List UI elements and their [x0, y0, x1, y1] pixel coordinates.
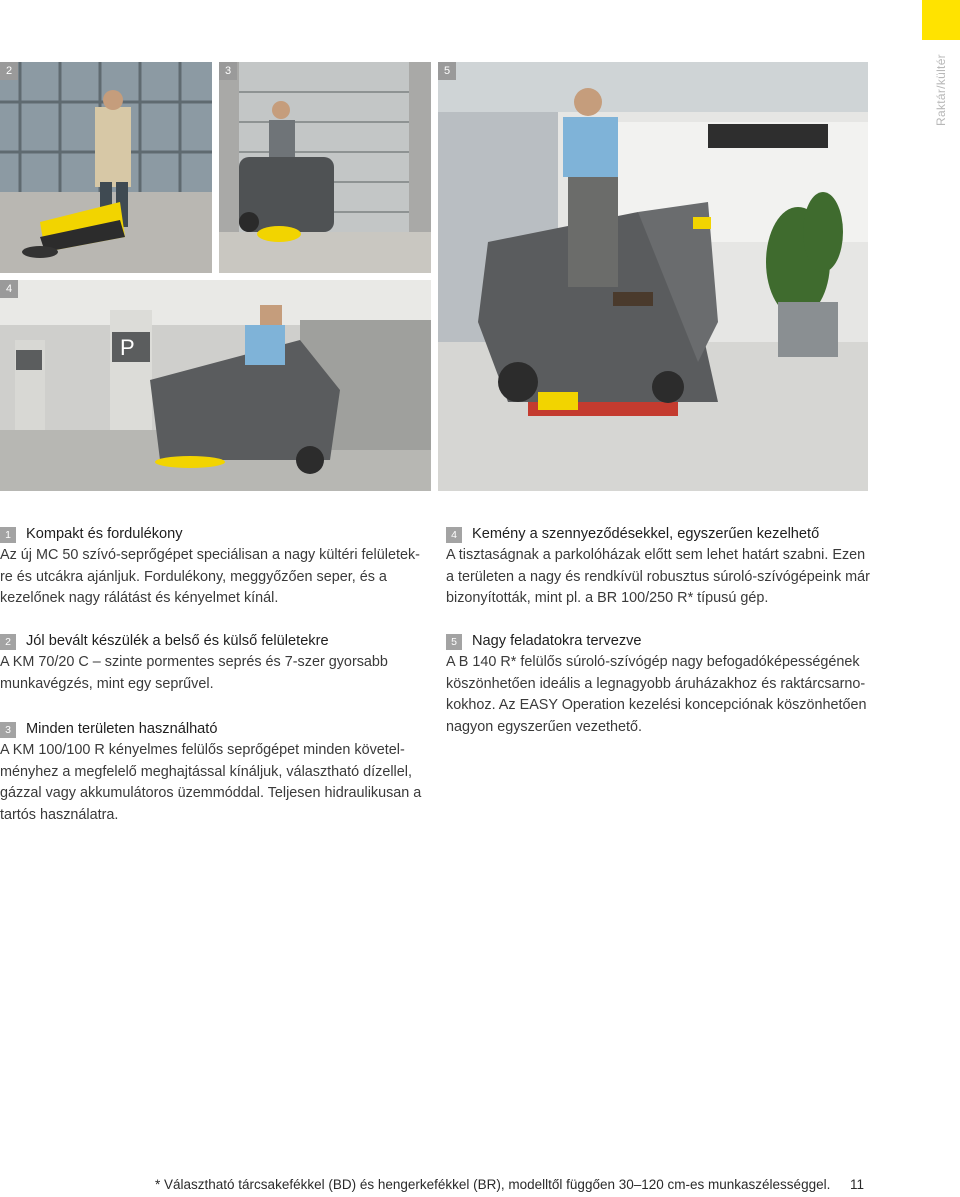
body-line: munkavégzés, mint egy seprűvel. [0, 675, 214, 692]
photo-2-sweeper-outdoor [0, 62, 212, 273]
photo-badge: 4 [0, 280, 18, 298]
section-number-badge: 4 [446, 527, 462, 543]
body-line: A tisztaságnak a parkolóházak előtt sem lehet határt szabni. Ezen [446, 547, 866, 564]
section-2-heading [0, 631, 430, 652]
photo-badge: 5 [438, 62, 456, 80]
body-line: köszönhetően ideális a legnagyobb áruházakhoz és raktárcsarno- [446, 675, 866, 692]
body-line: bizonyították, mint pl. a BR 100/250 R* típusú gép. [446, 590, 769, 607]
body-line: ményhez a megfelelő meghajtással kínáljuk, választható dízellel, [0, 763, 412, 780]
section-title: Nagy feladatokra tervezve [472, 633, 642, 649]
body-line: A KM 100/100 R kényelmes felülős seprőgépet minden követel- [0, 742, 405, 759]
section-number-badge: 1 [0, 527, 16, 543]
body-line: nagyon egyszerűen vezethető. [446, 718, 643, 735]
section-3 [0, 719, 430, 826]
section-1 [0, 524, 430, 610]
body-line: kezelőnek nagy rálátást és kényelmet kínál. [0, 590, 279, 607]
section-number-badge: 5 [446, 634, 462, 650]
photo-3-ride-on-sweeper [219, 62, 431, 273]
body-line: gázzal vagy akkumulátoros üzemmóddal. Teljesen hidraulikusan a [0, 785, 422, 802]
section-5-heading [446, 631, 876, 652]
section-title: Minden területen használható [26, 721, 218, 737]
side-tab-color-block [922, 0, 960, 40]
photo-badge: 3 [219, 62, 237, 80]
section-number-badge: 2 [0, 634, 16, 650]
body-line: A KM 70/20 C – szinte pormentes seprés és 7-szer gyorsabb [0, 654, 388, 671]
footnote: * Választható tárcsakefékkel (BD) és hengerkefékkel (BR), modelltől függően 30–120 cm-es munkaszélességgel. [155, 1177, 831, 1192]
side-tab-label: Raktár/kültér [934, 54, 949, 126]
body-line: kokhoz. Az EASY Operation kezelési koncepciónak köszönhetően [446, 697, 867, 714]
photo-badge: 2 [0, 62, 18, 80]
section-title: Jól bevált készülék a belső és külső felületekre [26, 633, 329, 649]
body-line: a területen a nagy és rendkívül robusztus súroló-szívógépeink már [446, 568, 870, 585]
section-number-badge: 3 [0, 722, 16, 738]
body-line: Az új MC 50 szívó-seprőgépet speciálisan a nagy kültéri felületek- [0, 547, 420, 564]
body-line: A B 140 R* felülős súroló-szívógép nagy befogadóképességének [446, 654, 860, 671]
section-title: Kemény a szennyeződésekkel, egyszerűen kezelhető [472, 526, 820, 542]
section-title: Kompakt és fordulékony [26, 526, 183, 542]
page-number: 11 [850, 1177, 865, 1192]
body-line: re és utcákra ajánljuk. Fordulékony, meggyőzően seper, és a [0, 568, 387, 585]
section-3-heading [0, 719, 430, 740]
section-5 [446, 631, 876, 738]
section-4-heading [446, 524, 876, 545]
svg-text:P: P [120, 335, 135, 360]
photo-4-parking-garage [0, 280, 431, 491]
section-1-heading [0, 524, 430, 545]
section-2 [0, 631, 430, 695]
section-4 [446, 524, 876, 610]
body-line: tartós használatra. [0, 806, 119, 823]
photo-5-scrubber-mall [438, 62, 868, 491]
